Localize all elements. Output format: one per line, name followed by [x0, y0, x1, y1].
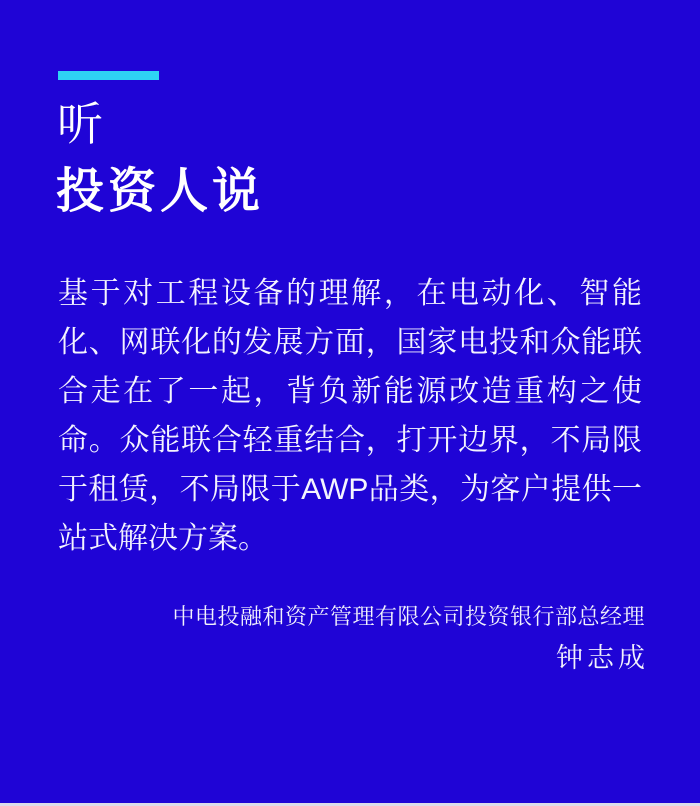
quote-line: 站式解决方案。	[58, 522, 268, 555]
quote-line: 命。众能联合轻重结合，打开边界，不局限	[58, 424, 642, 457]
kicker-text: 听	[57, 98, 105, 150]
attribution-name: 钟志成	[556, 643, 649, 673]
quote-line: 基于对工程设备的理解，在电动化、智能	[58, 277, 642, 310]
accent-bar	[58, 71, 159, 80]
quote-line: 于租赁，不局限于AWP品类，为客户提供一	[58, 473, 642, 506]
quote-line: 化、网联化的发展方面，国家电投和众能联	[58, 326, 642, 359]
attribution	[172, 602, 649, 675]
quote-line: 合走在了一起，背负新能源改造重构之使	[58, 375, 642, 408]
quote-paragraph	[58, 269, 642, 563]
page-title: 投资人说	[56, 165, 265, 218]
attribution-title: 中电投融和资产管理有限公司投资银行部总经理	[172, 604, 645, 629]
